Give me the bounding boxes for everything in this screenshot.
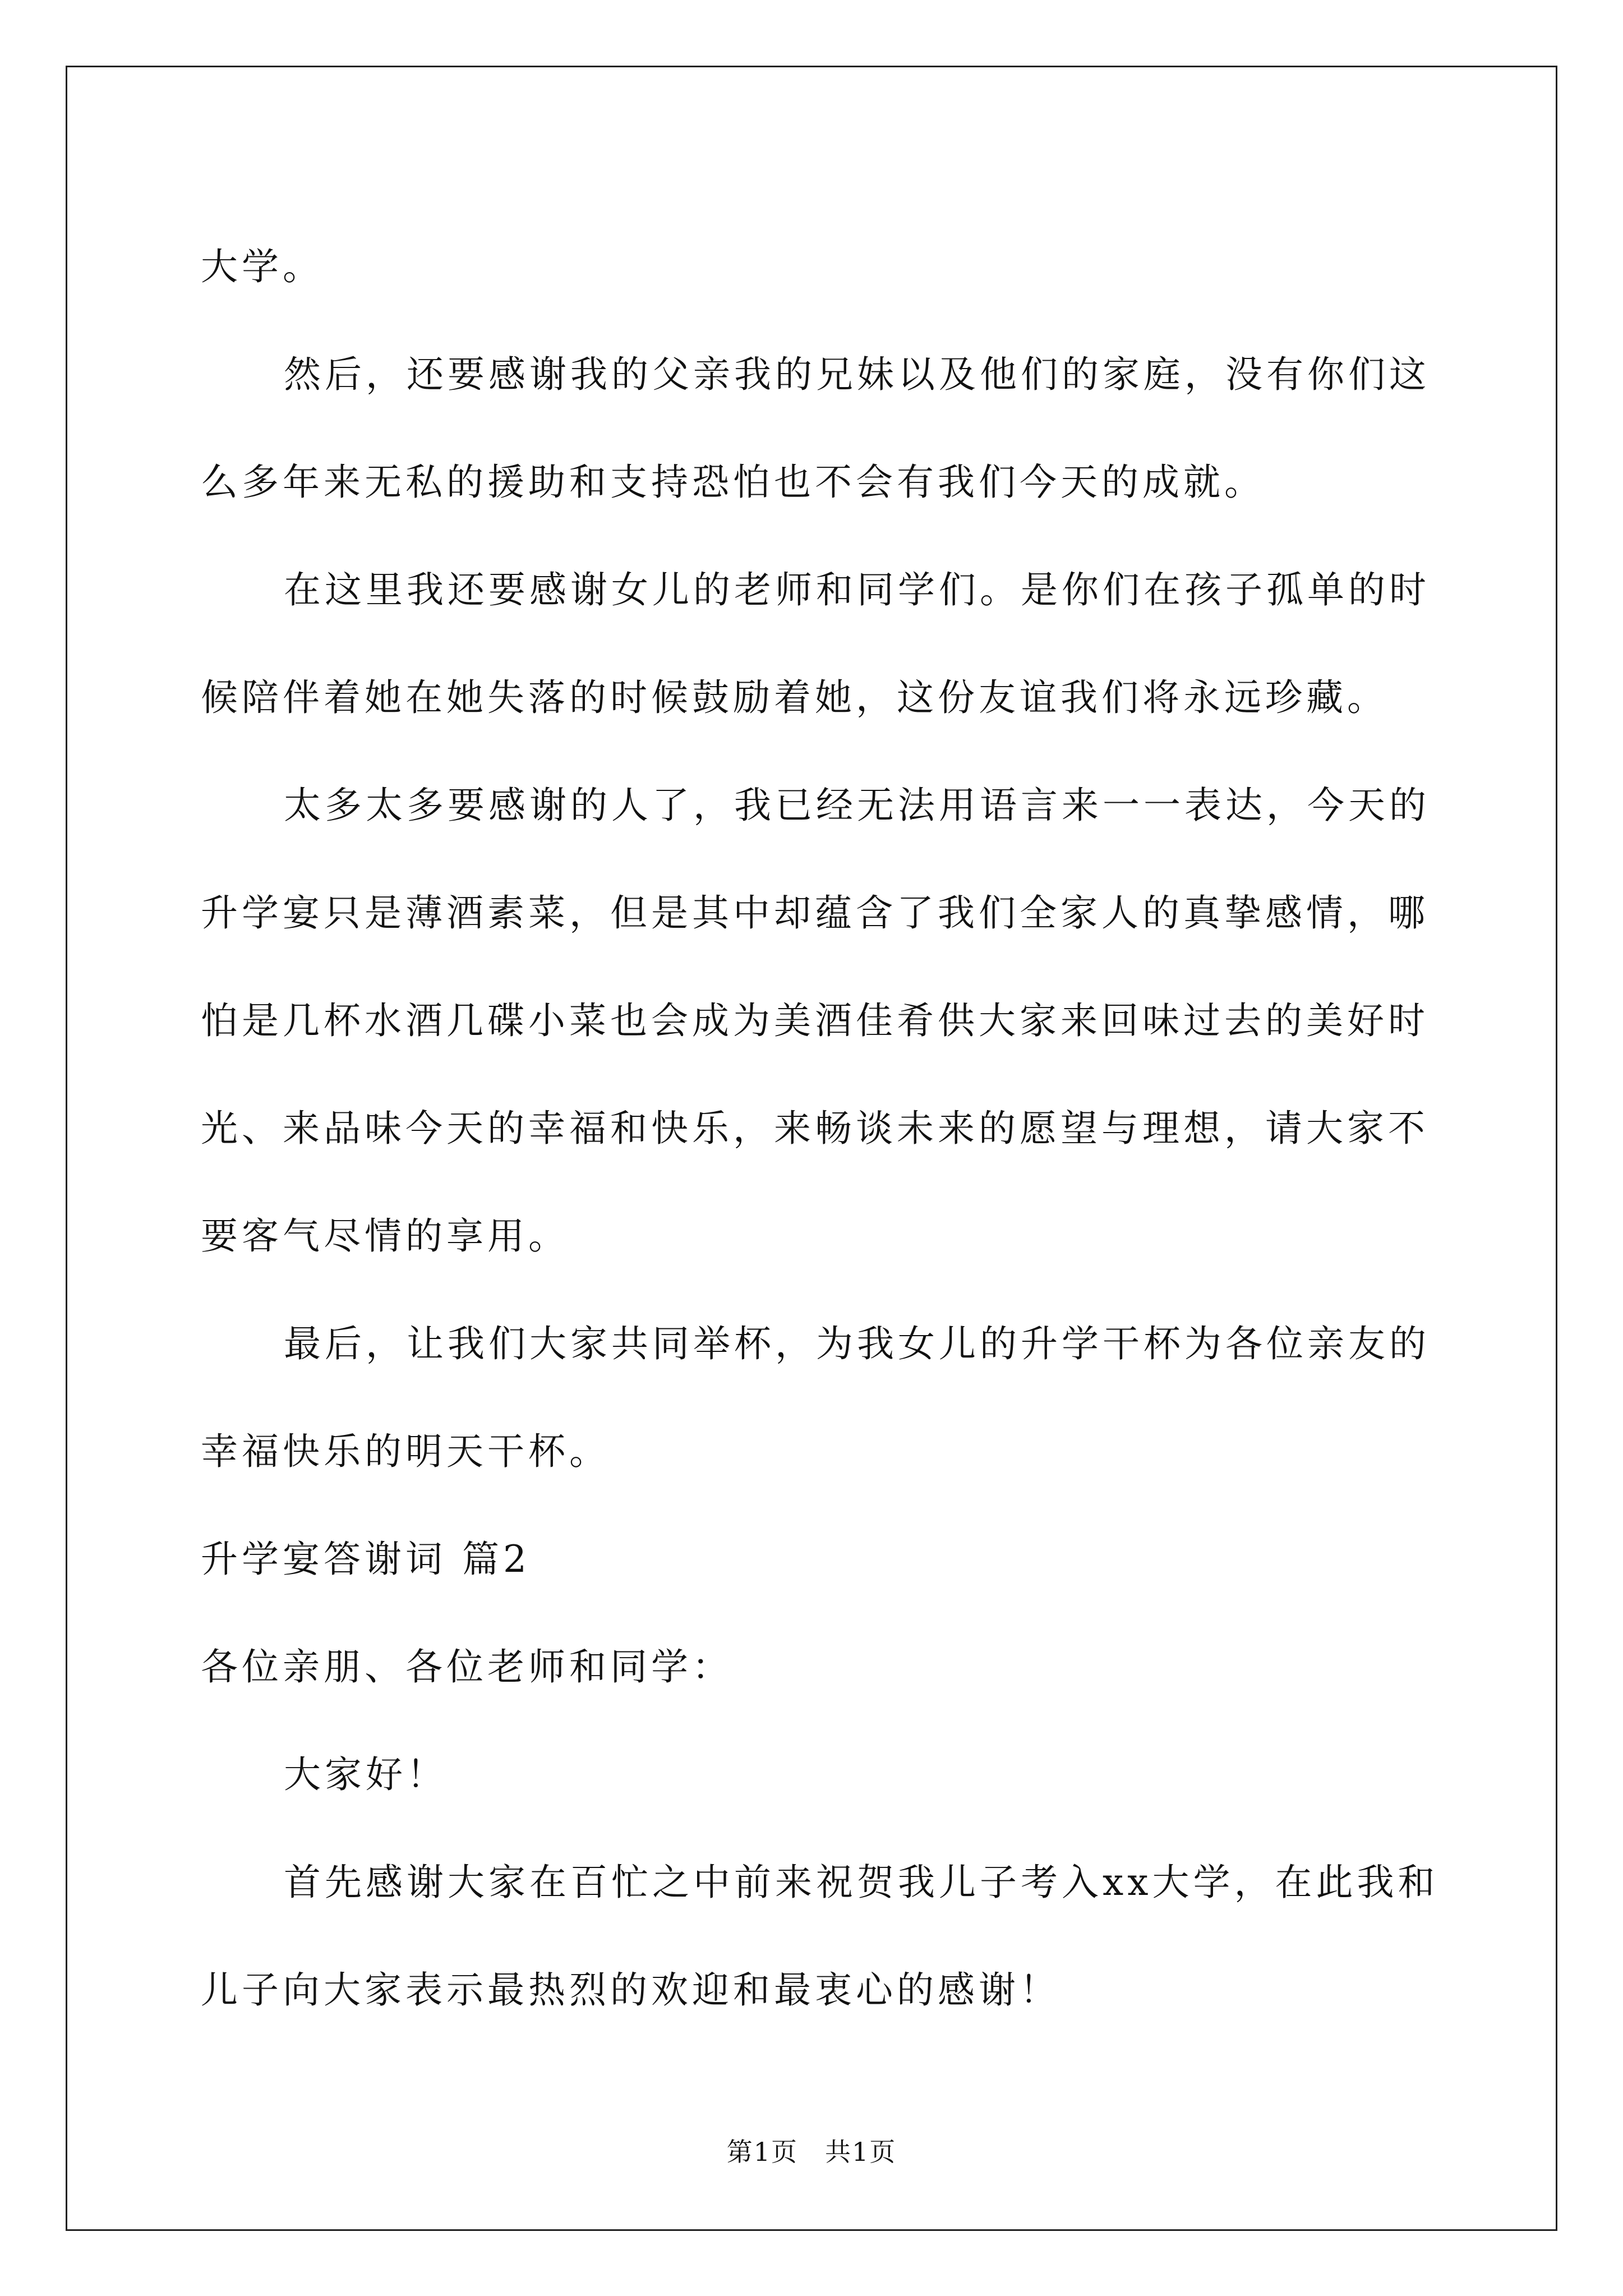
- page-number: 第1页: [726, 2137, 798, 2167]
- text-line: 怕是几杯水酒几碟小菜也会成为美酒佳肴供大家来回味过去的美好时: [201, 999, 1429, 1042]
- text-line: 然后，还要感谢我的父亲我的兄妹以及他们的家庭，没有你们这: [284, 353, 1430, 396]
- text-line: 太多太多要感谢的人了，我已经无法用语言来一一表达，今天的: [284, 784, 1430, 827]
- text-line: 升学宴只是薄酒素菜，但是其中却蕴含了我们全家人的真挚感情，哪: [201, 891, 1429, 935]
- salutation: 各位亲朋、各位老师和同学：: [201, 1645, 733, 1688]
- text-line: 儿子向大家表示最热烈的欢迎和最衷心的感谢！: [201, 1968, 1061, 2012]
- text-line: 么多年来无私的援助和支持恐怕也不会有我们今天的成就。: [201, 461, 1265, 504]
- text-line: 幸福快乐的明天干杯。: [201, 1430, 610, 1473]
- greeting: 大家好！: [284, 1753, 448, 1796]
- text-line: 最后，让我们大家共同举杯，为我女儿的升学干杯为各位亲友的: [284, 1322, 1430, 1365]
- page-footer: [0, 2136, 1623, 2168]
- text-line: 首先感谢大家在百忙之中前来祝贺我儿子考入xx大学，在此我和: [284, 1861, 1439, 1904]
- section-heading: 升学宴答谢词 篇2: [201, 1538, 531, 1581]
- text-line: 在这里我还要感谢女儿的老师和同学们。是你们在孩子孤单的时: [284, 568, 1430, 611]
- text-line: 候陪伴着她在她失落的时候鼓励着她，这份友谊我们将永远珍藏。: [201, 676, 1388, 719]
- document-body: [201, 213, 1439, 2044]
- text-line: 大学。: [201, 245, 324, 288]
- page-total: 共1页: [825, 2137, 897, 2167]
- text-line: 光、来品味今天的幸福和快乐，来畅谈未来的愿望与理想，请大家不: [201, 1107, 1429, 1150]
- text-line: 要客气尽情的享用。: [201, 1214, 569, 1258]
